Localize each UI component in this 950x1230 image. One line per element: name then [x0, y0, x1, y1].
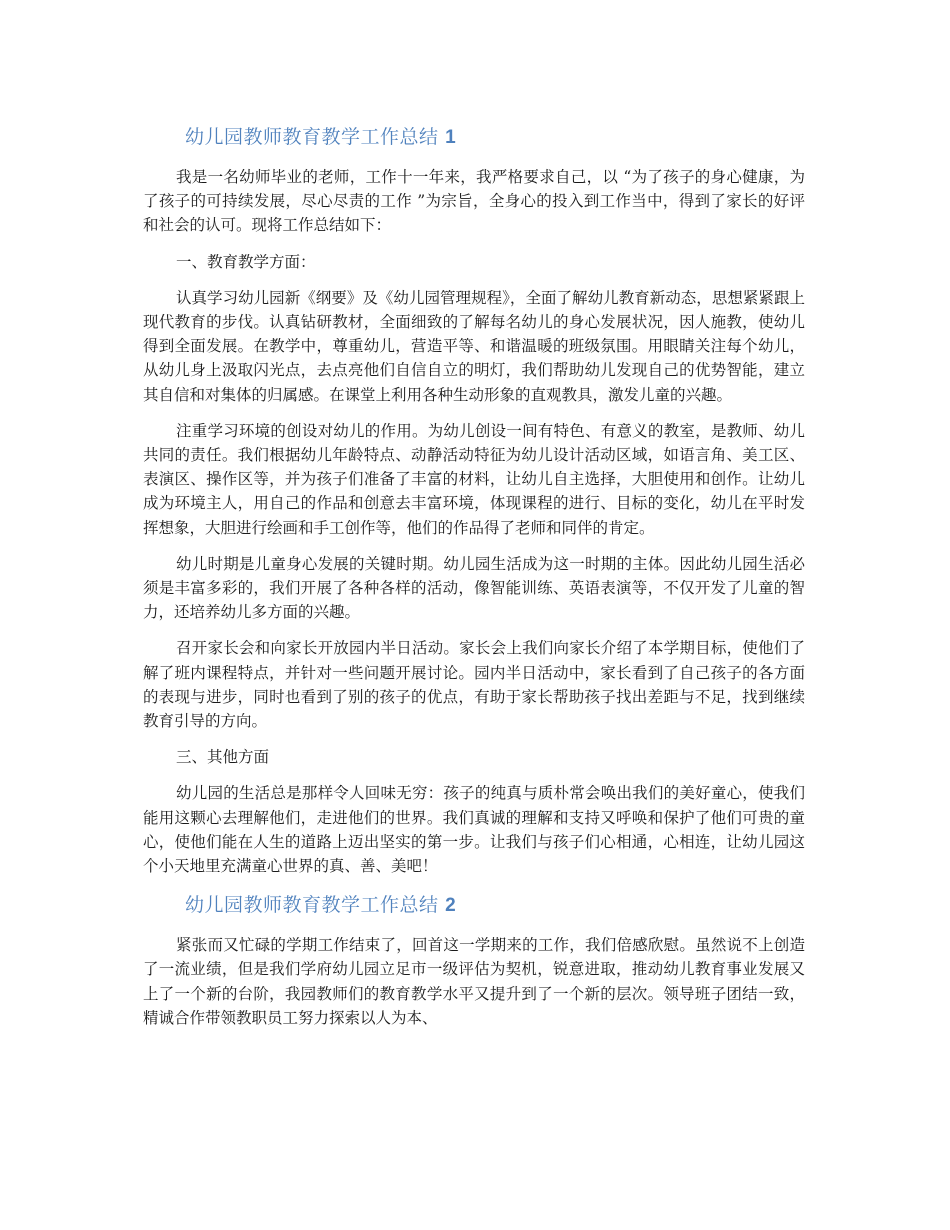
title-2-text: 幼儿园教师教育教学工作总结 [185, 894, 439, 917]
intro-paragraph: 我是一名幼师毕业的老师，工作十一年来，我严格要求自己，以 “为了孩子的身心健康，为了孩子的可持续发展，尽心尽责的工作 ”为宗旨，全身心的投入到工作当中，得到了家长的好评和社会的认可。现将工作总结如下： [143, 168, 805, 235]
title-2-number: 2 [445, 895, 457, 917]
paragraph-study: 认真学习幼儿园新《纲要》及《幼儿园管理规程》，全面了解幼儿教育新动态，思想紧紧跟上现代教育的步伐。认真钻研教材，全面细致的了解每名幼儿的身心发展状况，因人施教，使幼儿得到全面发展。在教学中，尊重幼儿，营造平等、和谐温暖的班级氛围。用眼睛关注每个幼儿，从幼儿身上汲取闪光点，去点亮他们自信自立的明灯，我们帮助幼儿发现自己的优势智能，建立其自信和对集体的归属感。在课堂上利用各种生动形象的直观教具，激发儿童的兴趣。 [143, 288, 805, 404]
paragraph-childhood: 幼儿时期是儿童身心发展的关键时期。幼儿园生活成为这一时期的主体。因此幼儿园生活必须是丰富多彩的，我们开展了各种各样的活动，像智能训练、英语表演等，不仅开发了儿童的智力，还培养幼儿多方面的兴趣。 [143, 554, 805, 622]
section-heading-other: 三、其他方面 [176, 748, 270, 767]
title-1-text: 幼儿园教师教育教学工作总结 [185, 126, 439, 148]
document-title-1 [185, 122, 805, 153]
paragraph-kindergarten-life: 幼儿园的生活总是那样令人回味无穷：孩子的纯真与质朴常会唤出我们的美好童心，使我们能用这颗心去理解他们，走进他们的世界。我们真诚的理解和支持又呼唤和保护了他们可贵的童心，使他们能在人生的道路上迈出坚实的第一步。让我们与孩子们心相通，心相连，让幼儿园这个小天地里充满童心世界的真、善、美吧！ [143, 784, 805, 876]
title-1-number: 1 [445, 127, 457, 148]
paragraph-environment: 注重学习环境的创设对幼儿的作用。为幼儿创设一间有特色、有意义的教室，是教师、幼儿共同的责任。我们根据幼儿年龄特点、动静活动特征为幼儿设计活动区域，如语言角、美工区、表演区、操作区等，并为孩子们准备了丰富的材料，让幼儿自主选择，大胆使用和创作。让幼儿成为环境主人，用自己的作品和创意去丰富环境，体现课程的进行、目标的变化，幼儿在平时发挥想象，大胆进行绘画和手工创作等，他们的作品得了老师和同伴的肯定。 [143, 421, 805, 537]
paragraph-semester-summary: 紧张而又忙碌的学期工作结束了，回首这一学期来的工作，我们倍感欣慰。虽然说不上创造了一流业绩，但是我们学府幼儿园立足市一级评估为契机，锐意进取，推动幼儿教育事业发展又上了一个新的台阶，我园教师们的教育教学水平又提升到了一个新的层次。领导班子团结一致，精诚合作带领教职员工努力探索以人为本、 [143, 936, 805, 1027]
section-heading-teaching: 一、教育教学方面： [176, 252, 316, 271]
document-title-2 [185, 890, 805, 921]
paragraph-parents-meeting: 召开家长会和向家长开放园内半日活动。家长会上我们向家长介绍了本学期目标，使他们了解了班内课程特点，并针对一些问题开展讨论。园内半日活动中，家长看到了自己孩子的各方面的表现与进步，同时也看到了别的孩子的优点，有助于家长帮助孩子找出差距与不足，找到继续教育引导的方向。 [143, 639, 805, 731]
document-body [143, 122, 805, 1042]
